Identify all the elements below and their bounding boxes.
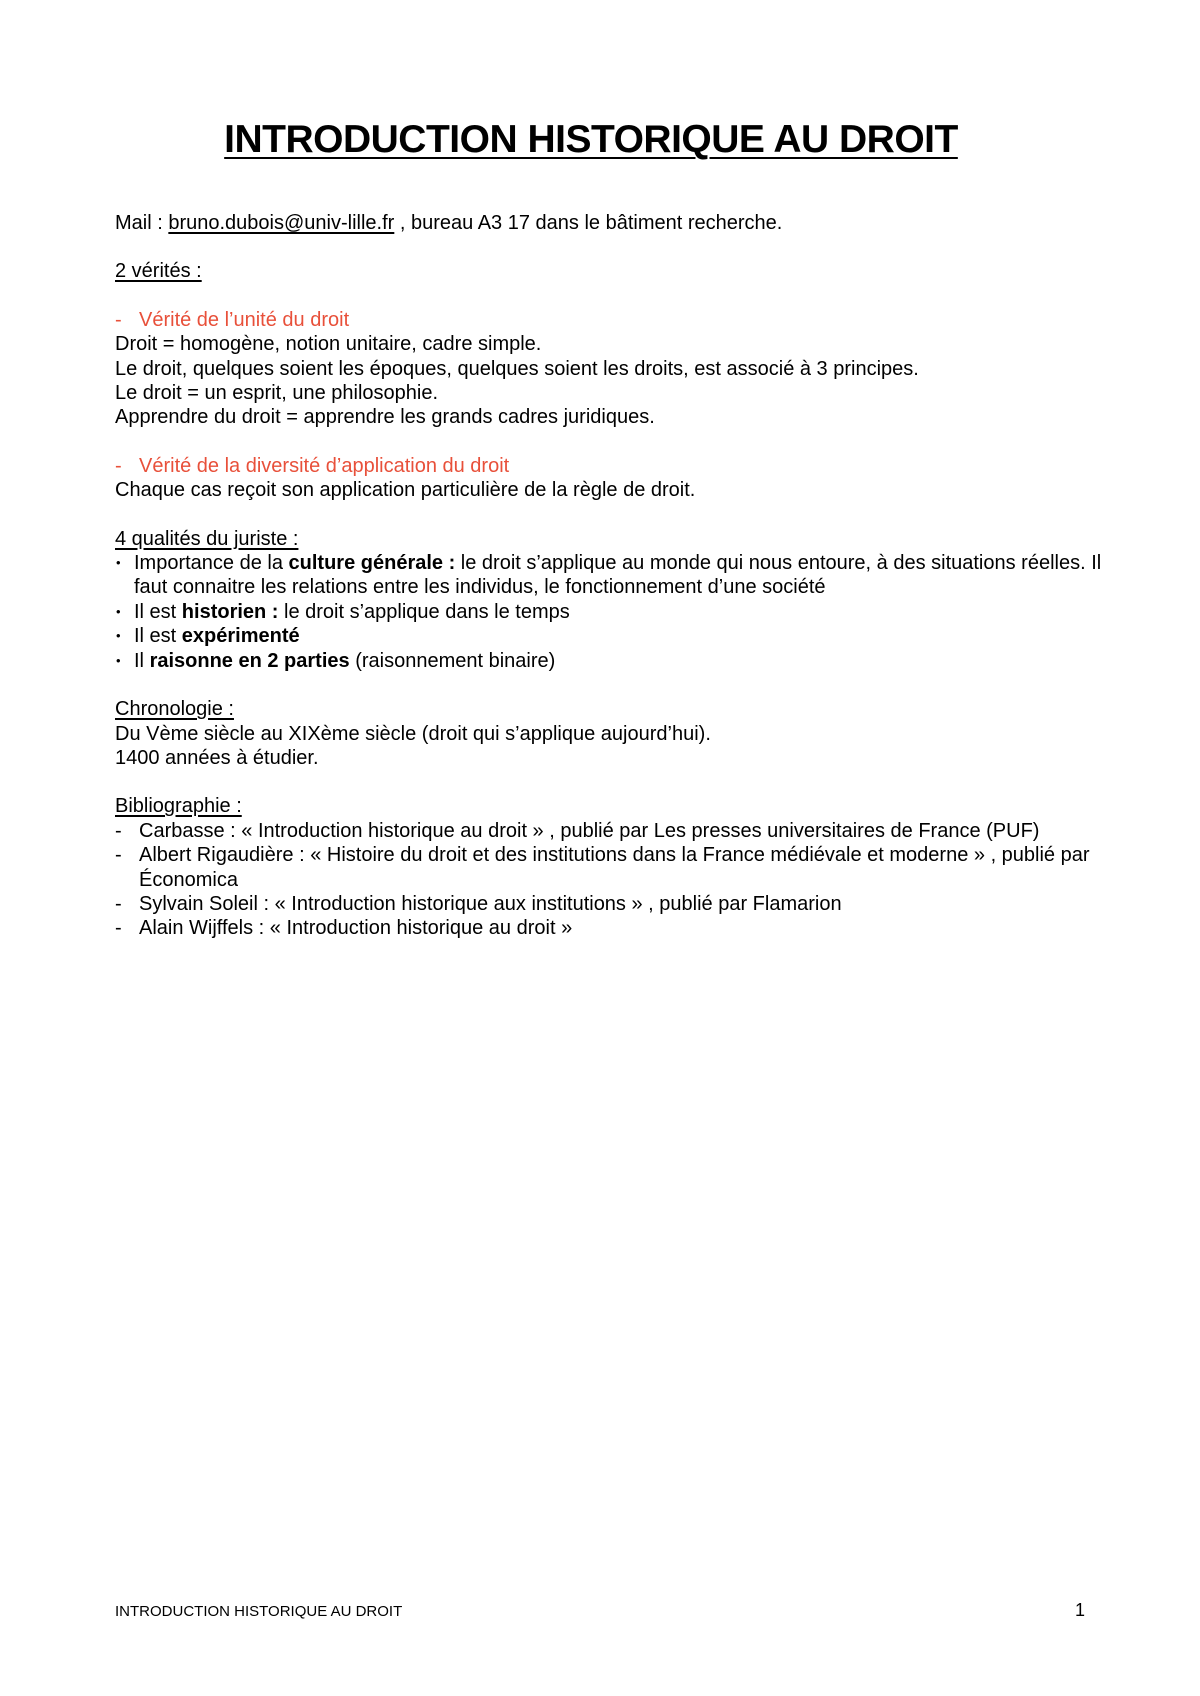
document-title: INTRODUCTION HISTORIQUE AU DROIT [224,118,958,161]
verite-1-title: - Vérité de l’unité du droit [115,308,350,331]
footer-title: INTRODUCTION HISTORIQUE AU DROIT [115,1603,403,1620]
dash-marker: - [115,308,122,331]
chronologie-line: 1400 années à étudier. [115,746,319,769]
dash-marker: - [115,454,122,477]
verite-2-line: Chaque cas reçoit son application particulière de la règle de droit. [115,479,696,502]
dash-marker: - [115,819,122,842]
bullet-marker: • [116,652,121,668]
verite-1-line: Apprendre du droit = apprendre les grands cadres juridiques. [115,406,655,429]
verite-1-line: Le droit = un esprit, une philosophie. [115,382,438,405]
dash-marker: - [115,917,122,940]
document-body [115,211,1105,941]
bibliographie-item: - Carbasse : « Introduction historique au droit » , publié par Les presses universitaires de France (PUF) [115,819,1040,842]
qualite-item: • Il est expérimenté [116,625,300,648]
bullet-marker: • [116,603,121,619]
bullet-marker: • [116,555,121,571]
verites-heading: 2 vérités : [115,260,202,283]
chronologie-heading: Chronologie : [115,698,234,721]
dash-marker: - [115,892,122,915]
qualite-item: • Il est historien : le droit s’applique dans le temps [116,600,570,623]
email-link[interactable]: bruno.dubois@univ-lille.fr [168,212,395,234]
bibliographie-item: - Sylvain Soleil : « Introduction historique aux institutions » , publié par Flamarion [115,892,842,915]
page-number: 1 [1075,1600,1086,1620]
verite-1-line: Le droit, quelques soient les époques, quelques soient les droits, est associé à 3 principes. [115,357,919,380]
contact-rest: , bureau A3 17 dans le bâtiment recherche. [394,212,783,234]
dash-marker: - [115,844,122,867]
bibliographie-heading: Bibliographie : [115,795,242,818]
chronologie-line: Du Vème siècle au XIXème siècle (droit qui s’applique aujourd’hui). [115,722,711,745]
qualite-item: • Il raisonne en 2 parties (raisonnement binaire) [116,649,556,672]
verite-2-title: - Vérité de la diversité d’application du droit [115,454,510,477]
bibliographie-item: - Albert Rigaudière : « Histoire du droit et des institutions dans la France médiévale et moderne » , publié par Économica [115,844,1090,891]
qualites-heading: 4 qualités du juriste : [115,527,299,550]
verite-1-line: Droit = homogène, notion unitaire, cadre simple. [115,333,542,356]
bullet-marker: • [116,628,121,644]
bibliographie-item: - Alain Wijffels : « Introduction historique au droit » [115,917,573,940]
qualite-item: • Importance de la culture générale : le droit s’applique au monde qui nous entoure, à des situations réelles. Il faut connaitre les relations entre les individus, le fonctionnement d’une société [116,552,1102,599]
contact-line [115,211,1105,235]
contact-label: Mail : [115,212,169,234]
